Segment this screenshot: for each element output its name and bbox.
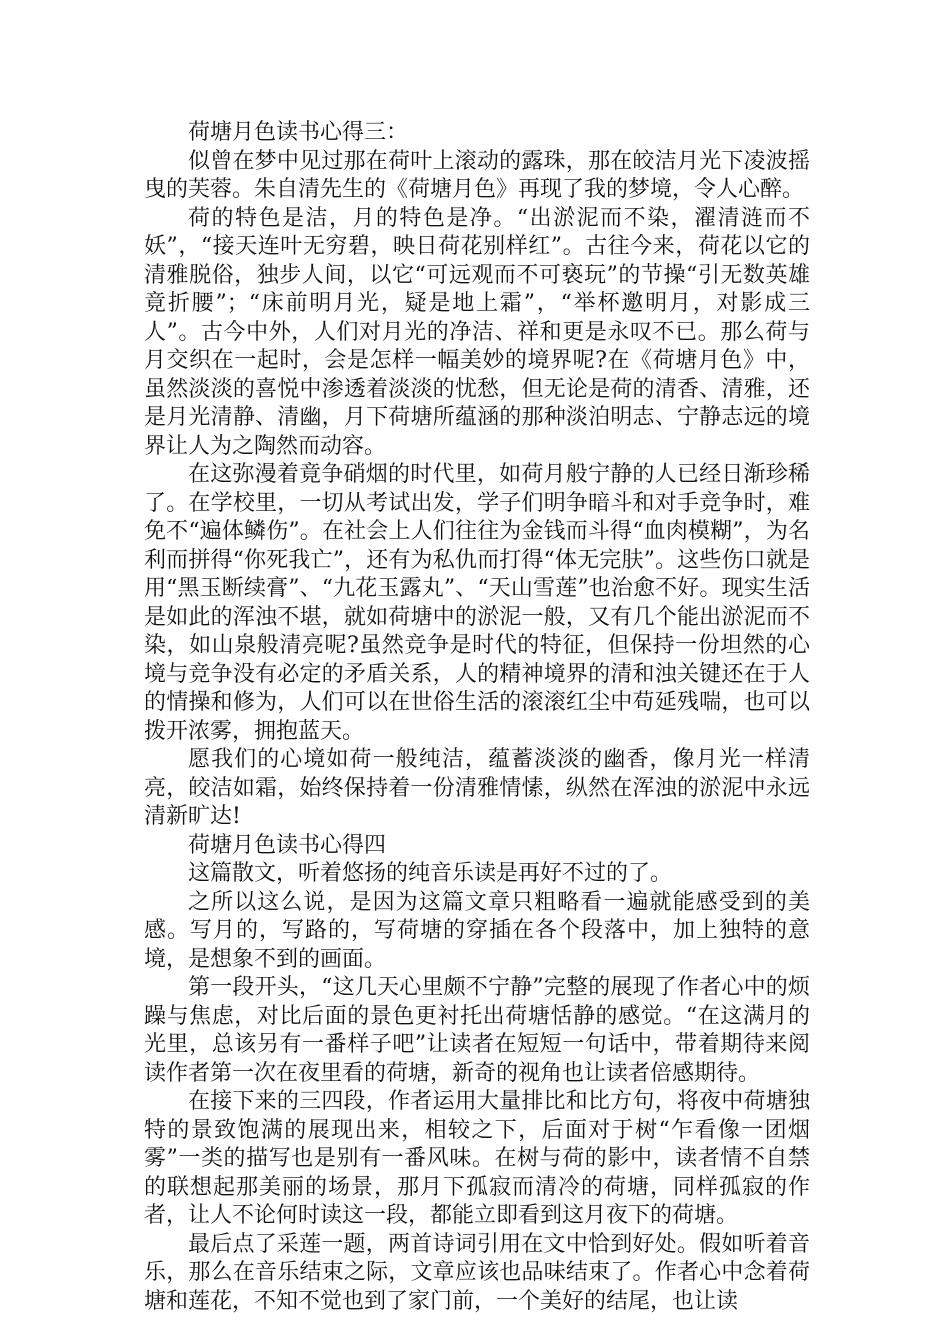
paragraph: 愿我们的心境如荷一般纯洁，蕴蓄淡淡的幽香，像月光一样清亮，皎洁如霜，始终保持着一份清雅情愫，纵然在浑浊的淤泥中永远清新旷达! bbox=[144, 747, 810, 829]
paragraph: 第一段开头，“这几天心里颇不宁静”完整的展现了作者心中的烦躁与焦虑，对比后面的景色更衬托出荷塘恬静的感觉。“在这满月的光里，总该另有一番样子吧”让读者在短短一句话中，带着期待来阅读作者第一次在夜里看的荷塘，新奇的视角也让读者倍感期待。 bbox=[144, 975, 810, 1086]
section-heading: 荷塘月色读书心得三： bbox=[188, 120, 409, 145]
paragraph: 荷的特色是洁，月的特色是净。“出淤泥而不染，濯清涟而不妖”，“接天连叶无穷碧，映日荷花别样红”。古往今来，荷花以它的清雅脱俗，独步人间，以它“可远观而不可亵玩”的节操“引无数英雄竟折腰”；“床前明月光，疑是地上霜”，“举杯邀明月，对影成三人”。古今中外，人们对月光的净洁、祥和更是永叹不已。那么荷与月交织在一起时，会是怎样一幅美妙的境界呢?在《荷塘月色》中，虽然淡淡的喜悦中渗透着淡淡的忧愁，但无论是荷的清香、清雅，还是月光清静、清幽，月下荷塘所蕴涵的那种淡泊明志、宁静志远的境界让人为之陶然而动容。 bbox=[144, 205, 810, 459]
paragraph: 在这弥漫着竟争硝烟的时代里，如荷月般宁静的人已经日渐珍稀了。在学校里，一切从考试出发，学子们明争暗斗和对手竞争时，难免不“遍体鳞伤”。在社会上人们往往为金钱而斗得“血肉模糊”，为名利而拼得“你死我亡”，还有为私仇而打得“体无完肤”。这些伤口就是用“黑玉断续膏”、“九花玉露丸”、“天山雪莲”也治愈不好。现实生活是如此的浑浊不堪，就如荷塘中的淤泥一般，又有几个能出淤泥而不染，如山泉般清亮呢?虽然竞争是时代的特征，但保持一份坦然的心境与竞争没有必定的矛盾关系，人的精神境界的清和浊关键还在于人的情操和修为，人们可以在世俗生活的滚滚红尘中苟延残喘，也可以拨开浓雾，拥抱蓝天。 bbox=[144, 462, 810, 744]
paragraph: 最后点了采莲一题，两首诗词引用在文中恰到好处。假如听着音乐，那么在音乐结束之际，文章应该也品味结束了。作者心中念着荷塘和莲花，不知不觉也到了家门前，一个美好的结尾，也让读 bbox=[144, 1231, 810, 1314]
paragraph: 似曾在梦中见过那在荷叶上滚动的露珠，那在皎洁月光下凌波摇曳的芙蓉。朱自清先生的《荷塘月色》再现了我的梦境，令人心醉。 bbox=[144, 148, 810, 202]
paragraph: 在接下来的三四段，作者运用大量排比和比方句，将夜中荷塘独特的景致饱满的展现出来，相较之下，后面对于树“乍看像一团烟雾”一类的描写也是别有一番风味。在树与荷的影中，读者情不自禁的联想起那美丽的场景，那月下孤寂而清冷的荷塘，同样孤寂的作者，让人不论何时读这一段，都能立即看到这月夜下的荷塘。 bbox=[144, 1089, 810, 1228]
document-body bbox=[144, 119, 810, 1316]
paragraph: 之所以这么说，是因为这篇文章只粗略看一遍就能感受到的美感。写月的，写路的，写荷塘的穿插在各个段落中，加上独特的意境，是想象不到的画面。 bbox=[144, 889, 810, 972]
paragraph: 这篇散文，听着悠扬的纯音乐读是再好不过的了。 bbox=[188, 861, 673, 886]
section-heading: 荷塘月色读书心得四 bbox=[188, 832, 387, 858]
